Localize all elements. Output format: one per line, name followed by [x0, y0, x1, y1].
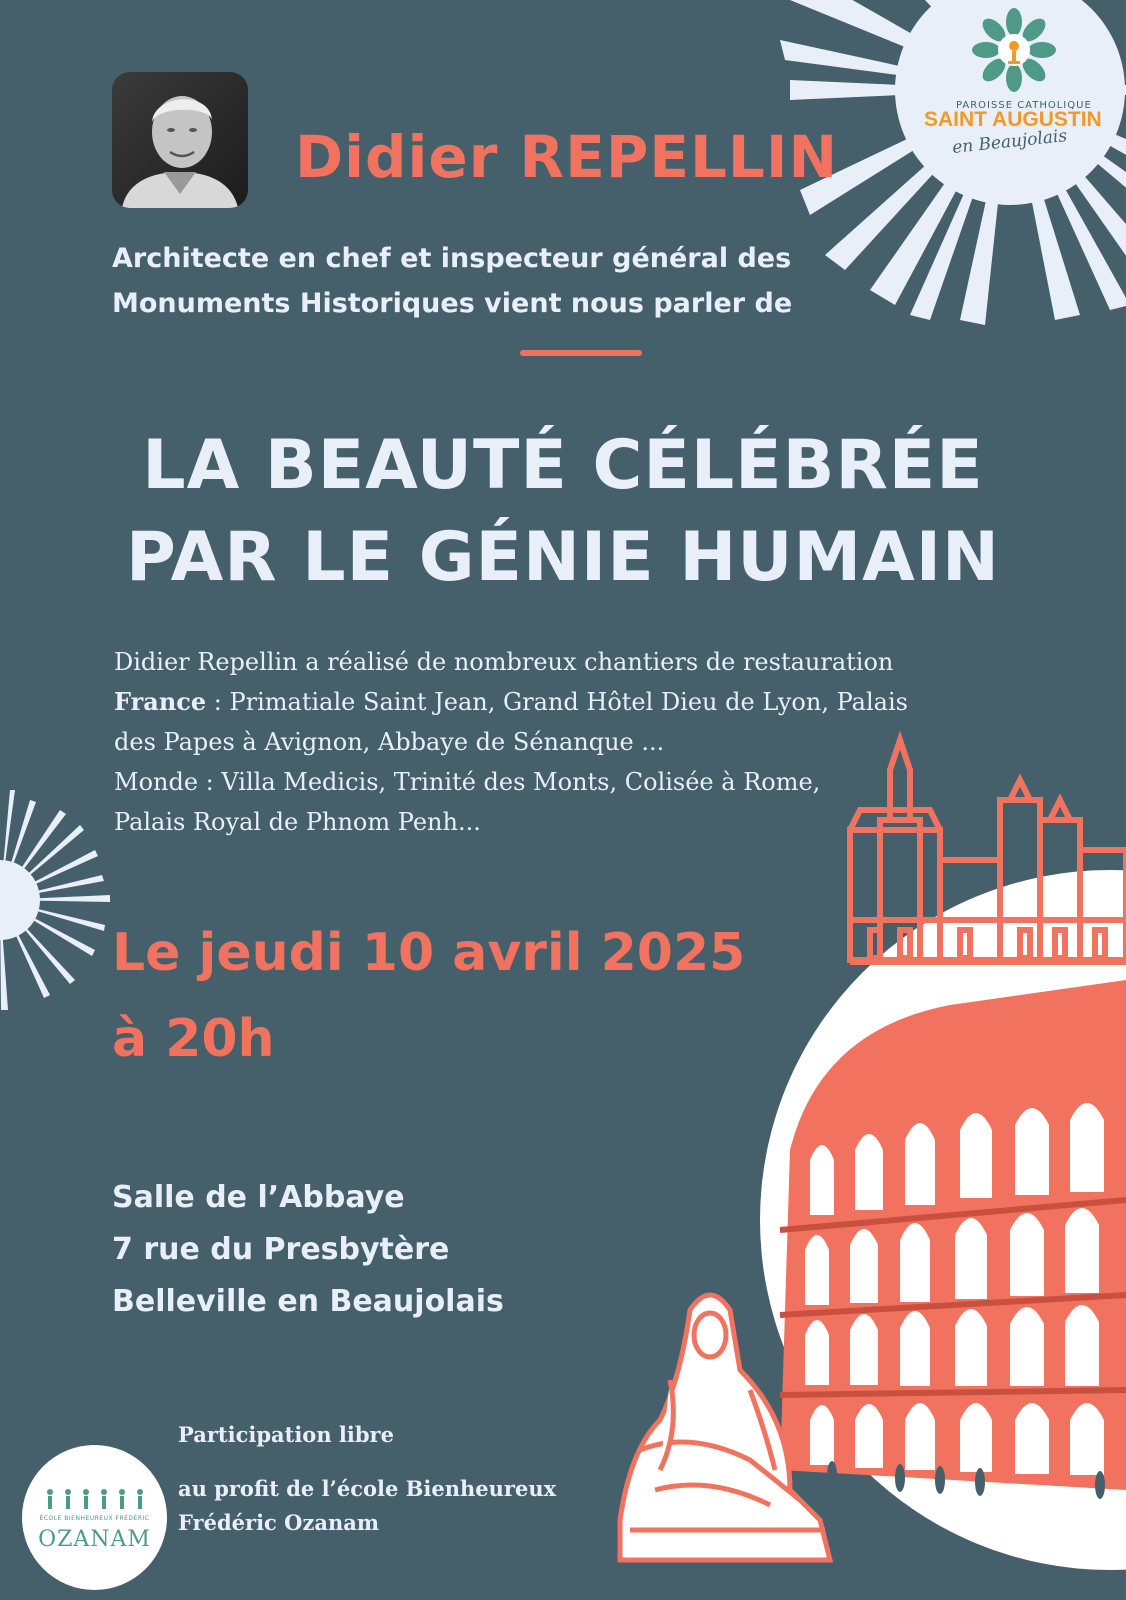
school-logo-subtitle: ÉCOLE BIENHEUREUX FRÉDÉRIC: [39, 1515, 150, 1522]
children-figures-icon: [42, 1487, 147, 1513]
description-monde: Monde : Villa Medicis, Trinité des Monts, Colisée à Rome,: [114, 768, 821, 796]
speaker-role-line2: Monuments Historiques vient nous parler de: [112, 288, 793, 319]
logo-line3: en Beaujolais: [951, 126, 1069, 158]
participation-line1: Participation libre: [178, 1422, 394, 1447]
logo-line2: SAINT AUGUSTIN: [924, 108, 1102, 131]
speaker-portrait: [112, 72, 248, 208]
description-intro: Didier Repellin a réalisé de nombreux chantiers de restauration: [114, 648, 894, 676]
venue-address: [112, 1172, 504, 1328]
france-text: : Primatiale Saint Jean, Grand Hôtel Dieu de Lyon, Palais: [206, 688, 908, 716]
talk-title: [0, 420, 1126, 604]
description-france: [114, 682, 974, 722]
event-date: Le jeudi 10 avril 2025: [112, 923, 746, 983]
france-label: France: [114, 687, 207, 716]
description-monde-cont: Palais Royal de Phnom Penh...: [114, 808, 481, 836]
venue-line3: Belleville en Beaujolais: [112, 1284, 504, 1319]
divider: [520, 350, 642, 356]
description-france-cont: des Papes à Avignon, Abbaye de Sénanque ...: [114, 728, 665, 756]
venue-line1: Salle de l’Abbaye: [112, 1180, 405, 1215]
speaker-role: [112, 236, 892, 326]
school-logo: [22, 1445, 167, 1590]
logo-line1: PAROISSE CATHOLIQUE: [956, 100, 1092, 111]
venue-line2: 7 rue du Presbytère: [112, 1232, 450, 1267]
colosseum-icon: [780, 980, 1126, 1499]
talk-title-line2: PAR LE GÉNIE HUMAIN: [126, 518, 1000, 597]
participation-line3: Frédéric Ozanam: [178, 1510, 380, 1535]
participation-note: [178, 1418, 556, 1540]
rosette-icon: [972, 8, 1056, 92]
school-logo-name: OZANAM: [38, 1527, 151, 1552]
sunburst-left-decoration: [0, 790, 110, 1010]
parish-logo: [924, 0, 1126, 170]
talk-title-line1: LA BEAUTÉ CÉLÉBRÉE: [142, 426, 984, 505]
participation-line2: au profit de l’école Bienheureux: [178, 1476, 557, 1501]
palais-des-papes-icon: [850, 740, 1126, 962]
speaker-name: Didier REPELLIN: [295, 123, 839, 191]
monuments-illustration: [600, 730, 1126, 1600]
speaker-role-line1: Architecte en chef et inspecteur général des: [112, 243, 792, 274]
event-time: à 20h: [112, 1009, 275, 1069]
